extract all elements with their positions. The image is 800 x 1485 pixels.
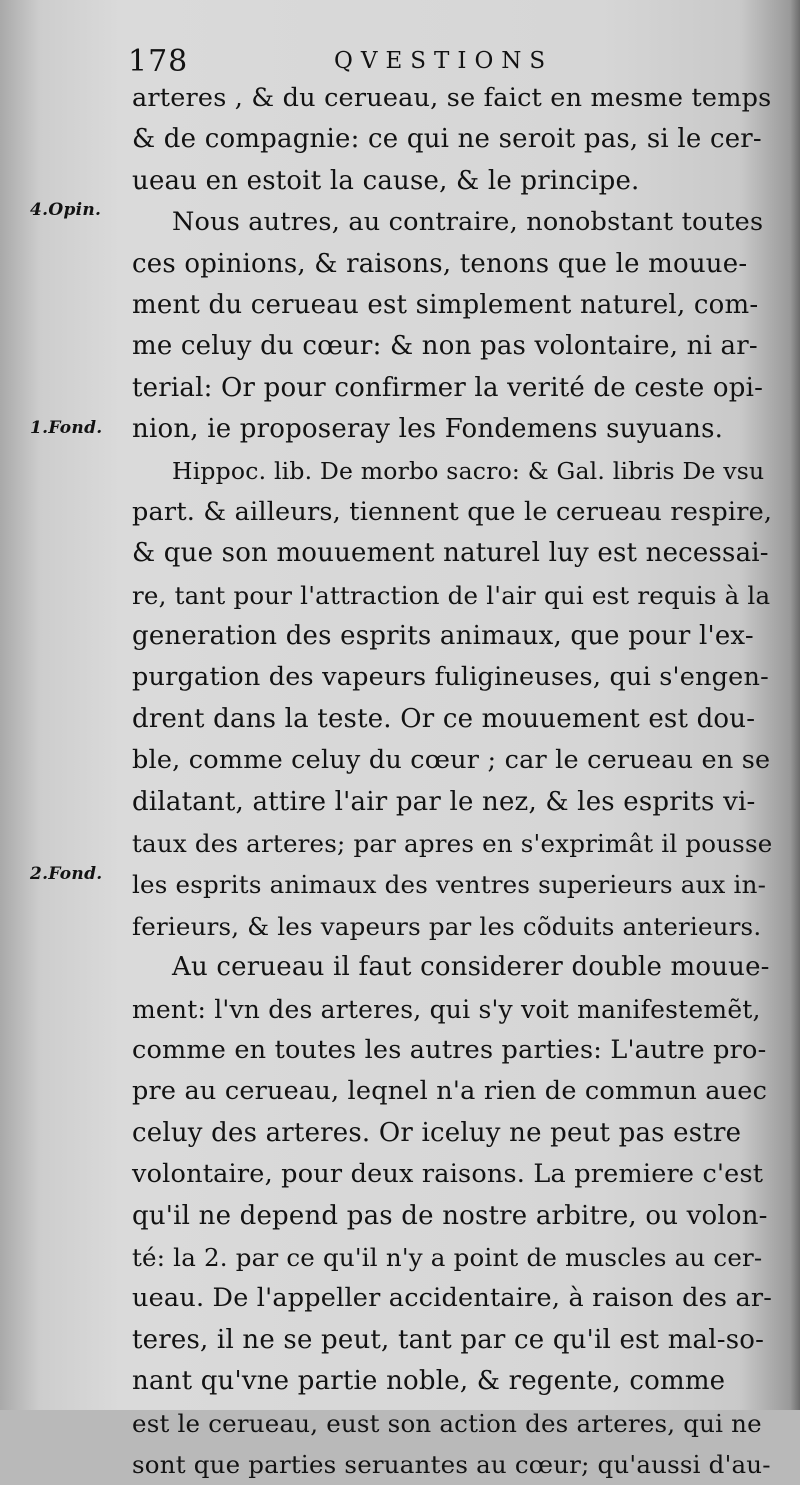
- text-line: & de compagnie: ce qui ne seroit pas, si le cer-: [132, 124, 762, 155]
- body-text: [132, 78, 772, 1485]
- text-line: generation des esprits animaux, que pour l'ex-: [132, 621, 754, 652]
- text-line: arteres , & du cerueau, se faict en mesme temps: [132, 83, 772, 113]
- text-line: volontaire, pour deux raisons. La premiere c'est: [132, 1159, 764, 1190]
- text-line: celuy des arteres. Or iceluy ne peut pas estre: [132, 1117, 742, 1148]
- paragraph-start: Au cerueau il faut considerer double mouue-: [172, 952, 770, 983]
- text-line: les esprits animaux des ventres superieurs aux in-: [132, 870, 767, 900]
- margin-note-fondement-1: 1.Fond.: [30, 418, 103, 438]
- text-line: ble, comme celuy du cœur ; car le cerueau en se: [132, 745, 771, 776]
- text-line: purgation des vapeurs fuligineuses, qui s'engen-: [132, 662, 769, 693]
- text-line: terial: Or pour confirmer la verité de ceste opi-: [132, 372, 764, 403]
- text-line: qu'il ne depend pas de nostre arbitre, ou volon-: [132, 1200, 768, 1231]
- text-line: ment: l'vn des arteres, qui s'y voit manifestemẽt,: [132, 994, 761, 1024]
- text-line: part. & ailleurs, tiennent que le cerueau respire,: [132, 496, 773, 527]
- text-line: re, tant pour l'attraction de l'air qui est requis à la: [132, 580, 771, 610]
- text-line: taux des arteres; par apres en s'exprimât il pousse: [132, 829, 773, 859]
- paragraph-start: Hippoc. lib. De morbo sacro: & Gal. libris De vsu: [172, 456, 765, 485]
- text-line: té: la 2. par ce qu'il n'y a point de muscles au cer-: [132, 1242, 763, 1272]
- paragraph-start: Nous autres, au contraire, nonobstant toutes: [172, 207, 764, 238]
- text-line: ueau. De l'appeller accidentaire, à raison des ar-: [132, 1283, 773, 1314]
- margin-note-fondement-2: 2.Fond.: [30, 864, 103, 884]
- text-line: comme en toutes les autres parties: L'autre pro-: [132, 1034, 767, 1065]
- text-line: teres, il ne se peut, tant par ce qu'il est mal-so-: [132, 1324, 765, 1355]
- text-line: me celuy du cœur: & non pas volontaire, ni ar-: [132, 331, 758, 362]
- text-line: nion, ie proposeray les Fondemens suyuans.: [132, 414, 724, 445]
- text-line: & que son mouuement naturel luy est necessai-: [132, 538, 769, 569]
- running-head: QVESTIONS: [334, 48, 554, 74]
- page-number: 178: [128, 44, 189, 79]
- text-line: sont que parties seruantes au cœur; qu'aussi d'au-: [132, 1449, 771, 1479]
- text-line: ferieurs, & les vapeurs par les cõduits anterieurs.: [132, 911, 762, 941]
- text-line: ment du cerueau est simplement naturel, com-: [132, 289, 759, 320]
- text-line: nant qu'vne partie noble, & regente, comme: [132, 1366, 726, 1397]
- margin-note-opinion: 4.Opin.: [30, 200, 102, 220]
- text-line: pre au cerueau, leqnel n'a rien de commun auec: [132, 1076, 768, 1107]
- text-line: ces opinions, & raisons, tenons que le mouue-: [132, 248, 748, 279]
- text-line: est le cerueau, eust son action des arteres, qui ne: [132, 1408, 762, 1438]
- text-line: dilatant, attire l'air par le nez, & les esprits vi-: [132, 786, 756, 817]
- text-line: ueau en estoit la cause, & le principe.: [132, 165, 640, 196]
- text-line: drent dans la teste. Or ce mouuement est dou-: [132, 703, 756, 734]
